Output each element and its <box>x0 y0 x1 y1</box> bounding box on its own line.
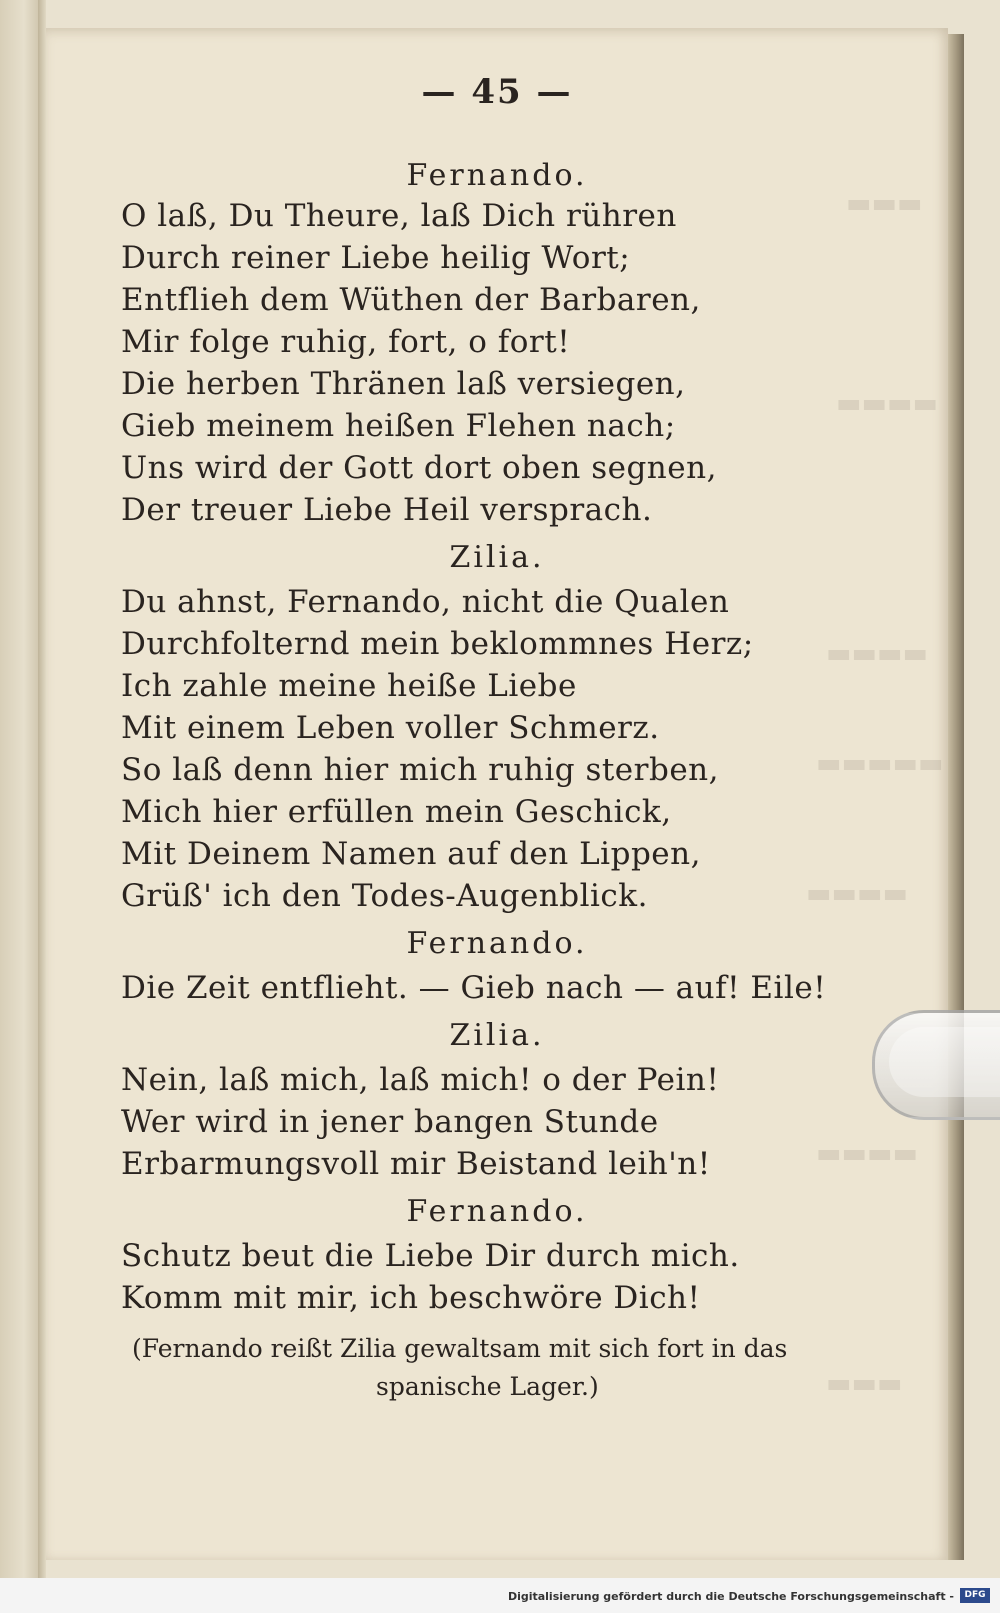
show-through-mark: ▬▬▬▬ <box>816 1138 919 1169</box>
verse-line: Mir folge ruhig, fort, o fort! <box>121 324 571 360</box>
verse-line: Uns wird der Gott dort oben segnen, <box>121 450 717 486</box>
verse-line: Mit einem Leben voller Schmerz. <box>121 710 660 746</box>
book-page <box>46 28 948 1560</box>
verse-line: Wer wird in jener bangen Stunde <box>121 1104 659 1140</box>
stage-direction: spanische Lager.) <box>376 1372 599 1401</box>
verse-line: Die Zeit entflieht. — Gieb nach — auf! Eile! <box>121 970 827 1006</box>
show-through-mark: ▬▬▬▬ <box>806 878 909 909</box>
verse-line: Du ahnst, Fernando, nicht die Qualen <box>121 584 730 620</box>
show-through-mark: ▬▬▬ <box>826 1368 903 1399</box>
verse-line: Mit Deinem Namen auf den Lippen, <box>121 836 701 872</box>
speaker-name: Fernando. <box>406 1194 588 1229</box>
show-through-mark: ▬▬▬▬ <box>836 388 939 419</box>
bookmark-clip-highlight <box>889 1027 1000 1097</box>
verse-line: Grüß' ich den Todes-Augenblick. <box>121 878 648 914</box>
dfg-logo: DFG <box>960 1588 990 1603</box>
show-through-mark: ▬▬▬▬▬ <box>816 748 944 779</box>
verse-line: Nein, laß mich, laß mich! o der Pein! <box>121 1062 720 1098</box>
show-through-mark: ▬▬▬ <box>846 188 923 219</box>
verse-line: O laß, Du Theure, laß Dich rühren <box>121 198 677 234</box>
book-gutter <box>38 0 46 1613</box>
verse-line: Entflieh dem Wüthen der Barbaren, <box>121 282 701 318</box>
page-content <box>46 28 948 1560</box>
verse-line: Gieb meinem heißen Flehen nach; <box>121 408 676 444</box>
verse-line: Durchfolternd mein beklommnes Herz; <box>121 626 754 662</box>
page-number: — 45 — <box>421 72 573 112</box>
verse-line: Durch reiner Liebe heilig Wort; <box>121 240 631 276</box>
facing-page-edge <box>0 0 40 1613</box>
speaker-name: Zilia. <box>449 1018 545 1053</box>
verse-line: Mich hier erfüllen mein Geschick, <box>121 794 672 830</box>
stage-direction: (Fernando reißt Zilia gewaltsam mit sich fort in das <box>132 1334 788 1363</box>
verse-line: Die herben Thränen laß versiegen, <box>121 366 686 402</box>
speaker-name: Zilia. <box>449 540 545 575</box>
verse-line: Schutz beut die Liebe Dir durch mich. <box>121 1238 740 1274</box>
verse-line: Ich zahle meine heiße Liebe <box>121 668 577 704</box>
verse-line: Erbarmungsvoll mir Beistand leih'n! <box>121 1146 711 1182</box>
page-block-edge <box>948 34 964 1560</box>
speaker-name: Fernando. <box>406 158 588 193</box>
verse-line: Komm mit mir, ich beschwöre Dich! <box>121 1280 701 1316</box>
speaker-name: Fernando. <box>406 926 588 961</box>
funding-credit: Digitalisierung gefördert durch die Deutsche Forschungsgemeinschaft - <box>507 1590 954 1603</box>
show-through-mark: ▬▬▬▬ <box>826 638 929 669</box>
verse-line: Der treuer Liebe Heil versprach. <box>121 492 653 528</box>
bookmark-clip <box>872 1010 1000 1120</box>
verse-line: So laß denn hier mich ruhig sterben, <box>121 752 719 788</box>
